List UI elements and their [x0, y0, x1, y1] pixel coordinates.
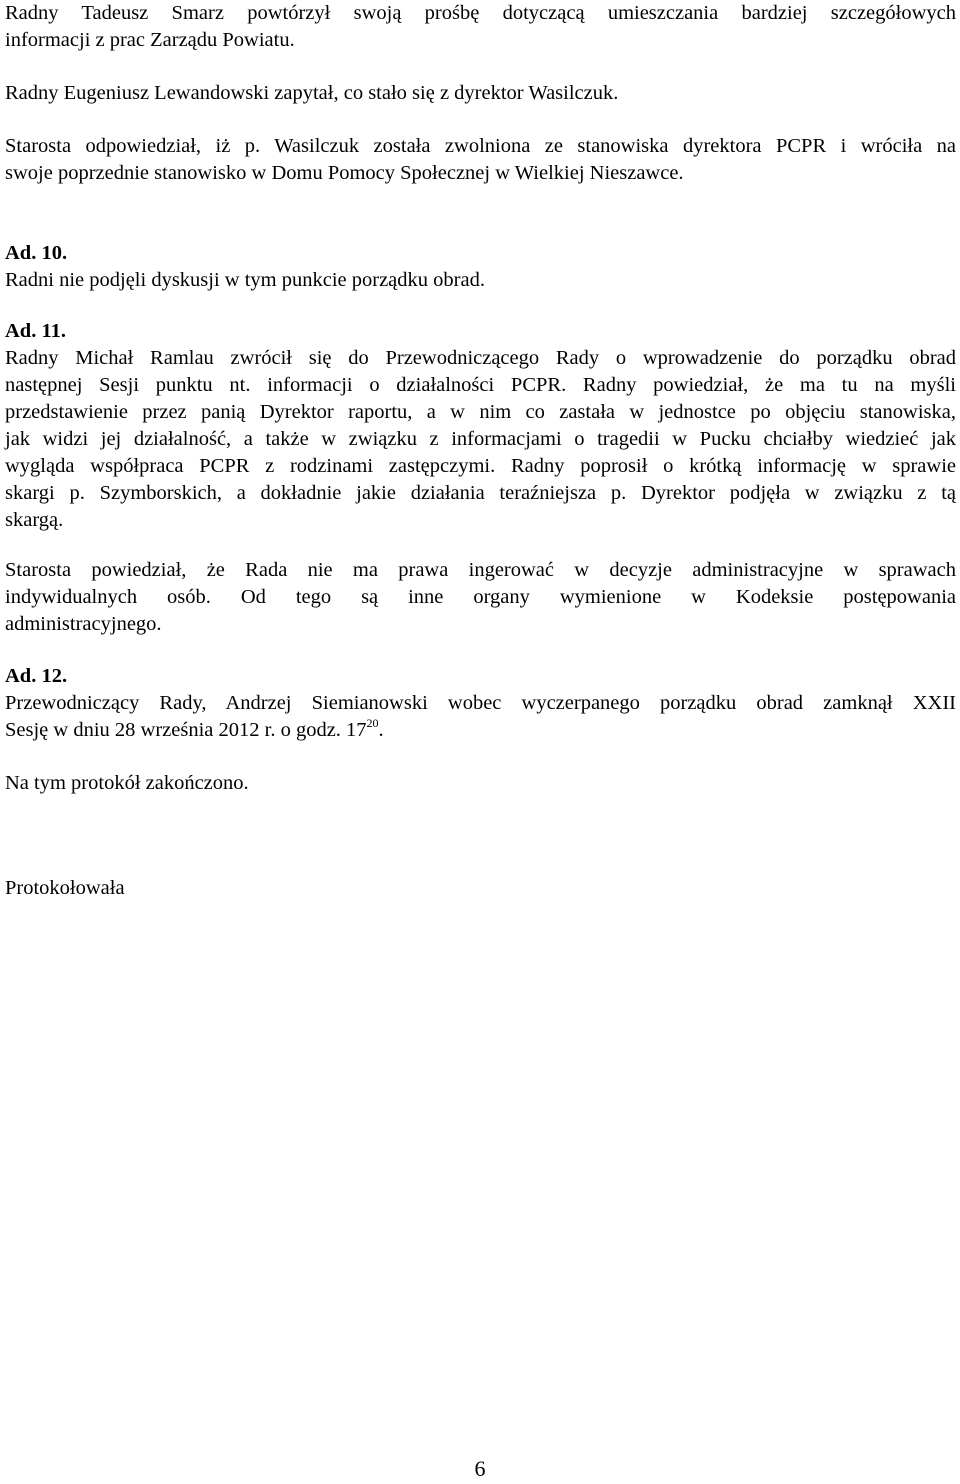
signature-label-text: Protokołowała [5, 877, 125, 899]
signature-label [5, 875, 956, 902]
starosta-rada-line-3: administracyjnego. [5, 613, 162, 635]
ad-11-heading: Ad. 11. [5, 320, 66, 342]
paragraph-starosta-rada [5, 557, 956, 638]
paragraph-starosta-line-2: swoje poprzednie stanowisko w Domu Pomocy Społecznej w Wielkiej Nieszawce. [5, 162, 684, 184]
closing-statement [5, 770, 956, 797]
paragraph-lewandowski [5, 80, 956, 107]
starosta-rada-line-2: indywidualnych osób. Od tego są inne organy wymienione w Kodeksie postępowania [5, 586, 956, 608]
section-ad-10 [5, 240, 956, 294]
ad-12-time-minutes: 20 [366, 716, 379, 730]
ad-12-line-1: Przewodniczący Rady, Andrzej Siemianowski wobec wyczerpanego porządku obrad zamknął XXII [5, 692, 956, 714]
ad-11-line-4: jak widzi jej działalność, a także w związku z informacjami o tragedii w Pucku chciałby wiedzieć jak [5, 428, 956, 450]
paragraph-smarz [5, 0, 956, 54]
starosta-rada-line-1: Starosta powiedział, że Rada nie ma prawa ingerować w decyzje administracyjne w sprawach [5, 559, 956, 581]
closing-text: Na tym protokół zakończono. [5, 772, 249, 794]
ad-12-heading: Ad. 12. [5, 665, 68, 687]
ad-11-line-3: przedstawienie przez panią Dyrektor raportu, a w nim co zastała w jednostce po objęciu stanowiska, [5, 401, 956, 423]
ad-12-line-2-end: . [378, 719, 384, 741]
ad-11-line-1: Radny Michał Ramlau zwrócił się do Przewodniczącego Rady o wprowadzenie do porządku obrad [5, 347, 956, 369]
ad-11-line-2: następnej Sesji punktu nt. informacji o działalności PCPR. Radny powiedział, że ma tu na myśli [5, 374, 956, 396]
section-ad-11 [5, 318, 956, 534]
paragraph-smarz-line-1: Radny Tadeusz Smarz powtórzył swoją prośbę dotyczącą umieszczania bardziej szczegółowych [5, 2, 956, 24]
paragraph-starosta-line-1: Starosta odpowiedział, iż p. Wasilczuk została zwolniona ze stanowiska dyrektora PCPR i wróciła na [5, 135, 956, 157]
section-ad-12 [5, 663, 956, 744]
ad-11-line-5: wygląda współpraca PCPR z rodzinami zastępczymi. Radny poprosił o krótką informację w sprawie [5, 455, 956, 477]
ad-12-line-2 [5, 717, 956, 744]
paragraph-lewandowski-text: Radny Eugeniusz Lewandowski zapytał, co stało się z dyrektor Wasilczuk. [5, 82, 619, 104]
page-number: 6 [474, 1456, 486, 1481]
ad-10-text: Radni nie podjęli dyskusji w tym punkcie porządku obrad. [5, 269, 485, 291]
ad-12-line-2-text: Sesję w dniu 28 września 2012 r. o godz. 17 [5, 719, 367, 741]
paragraph-starosta-wasilczuk [5, 133, 956, 187]
ad-11-line-6: skargi p. Szymborskich, a dokładnie jakie działania teraźniejsza p. Dyrektor podjęła w związku z tą [5, 482, 956, 504]
paragraph-smarz-line-2: informacji z prac Zarządu Powiatu. [5, 29, 295, 51]
ad-10-heading: Ad. 10. [5, 242, 68, 264]
ad-11-line-7: skargą. [5, 509, 64, 531]
